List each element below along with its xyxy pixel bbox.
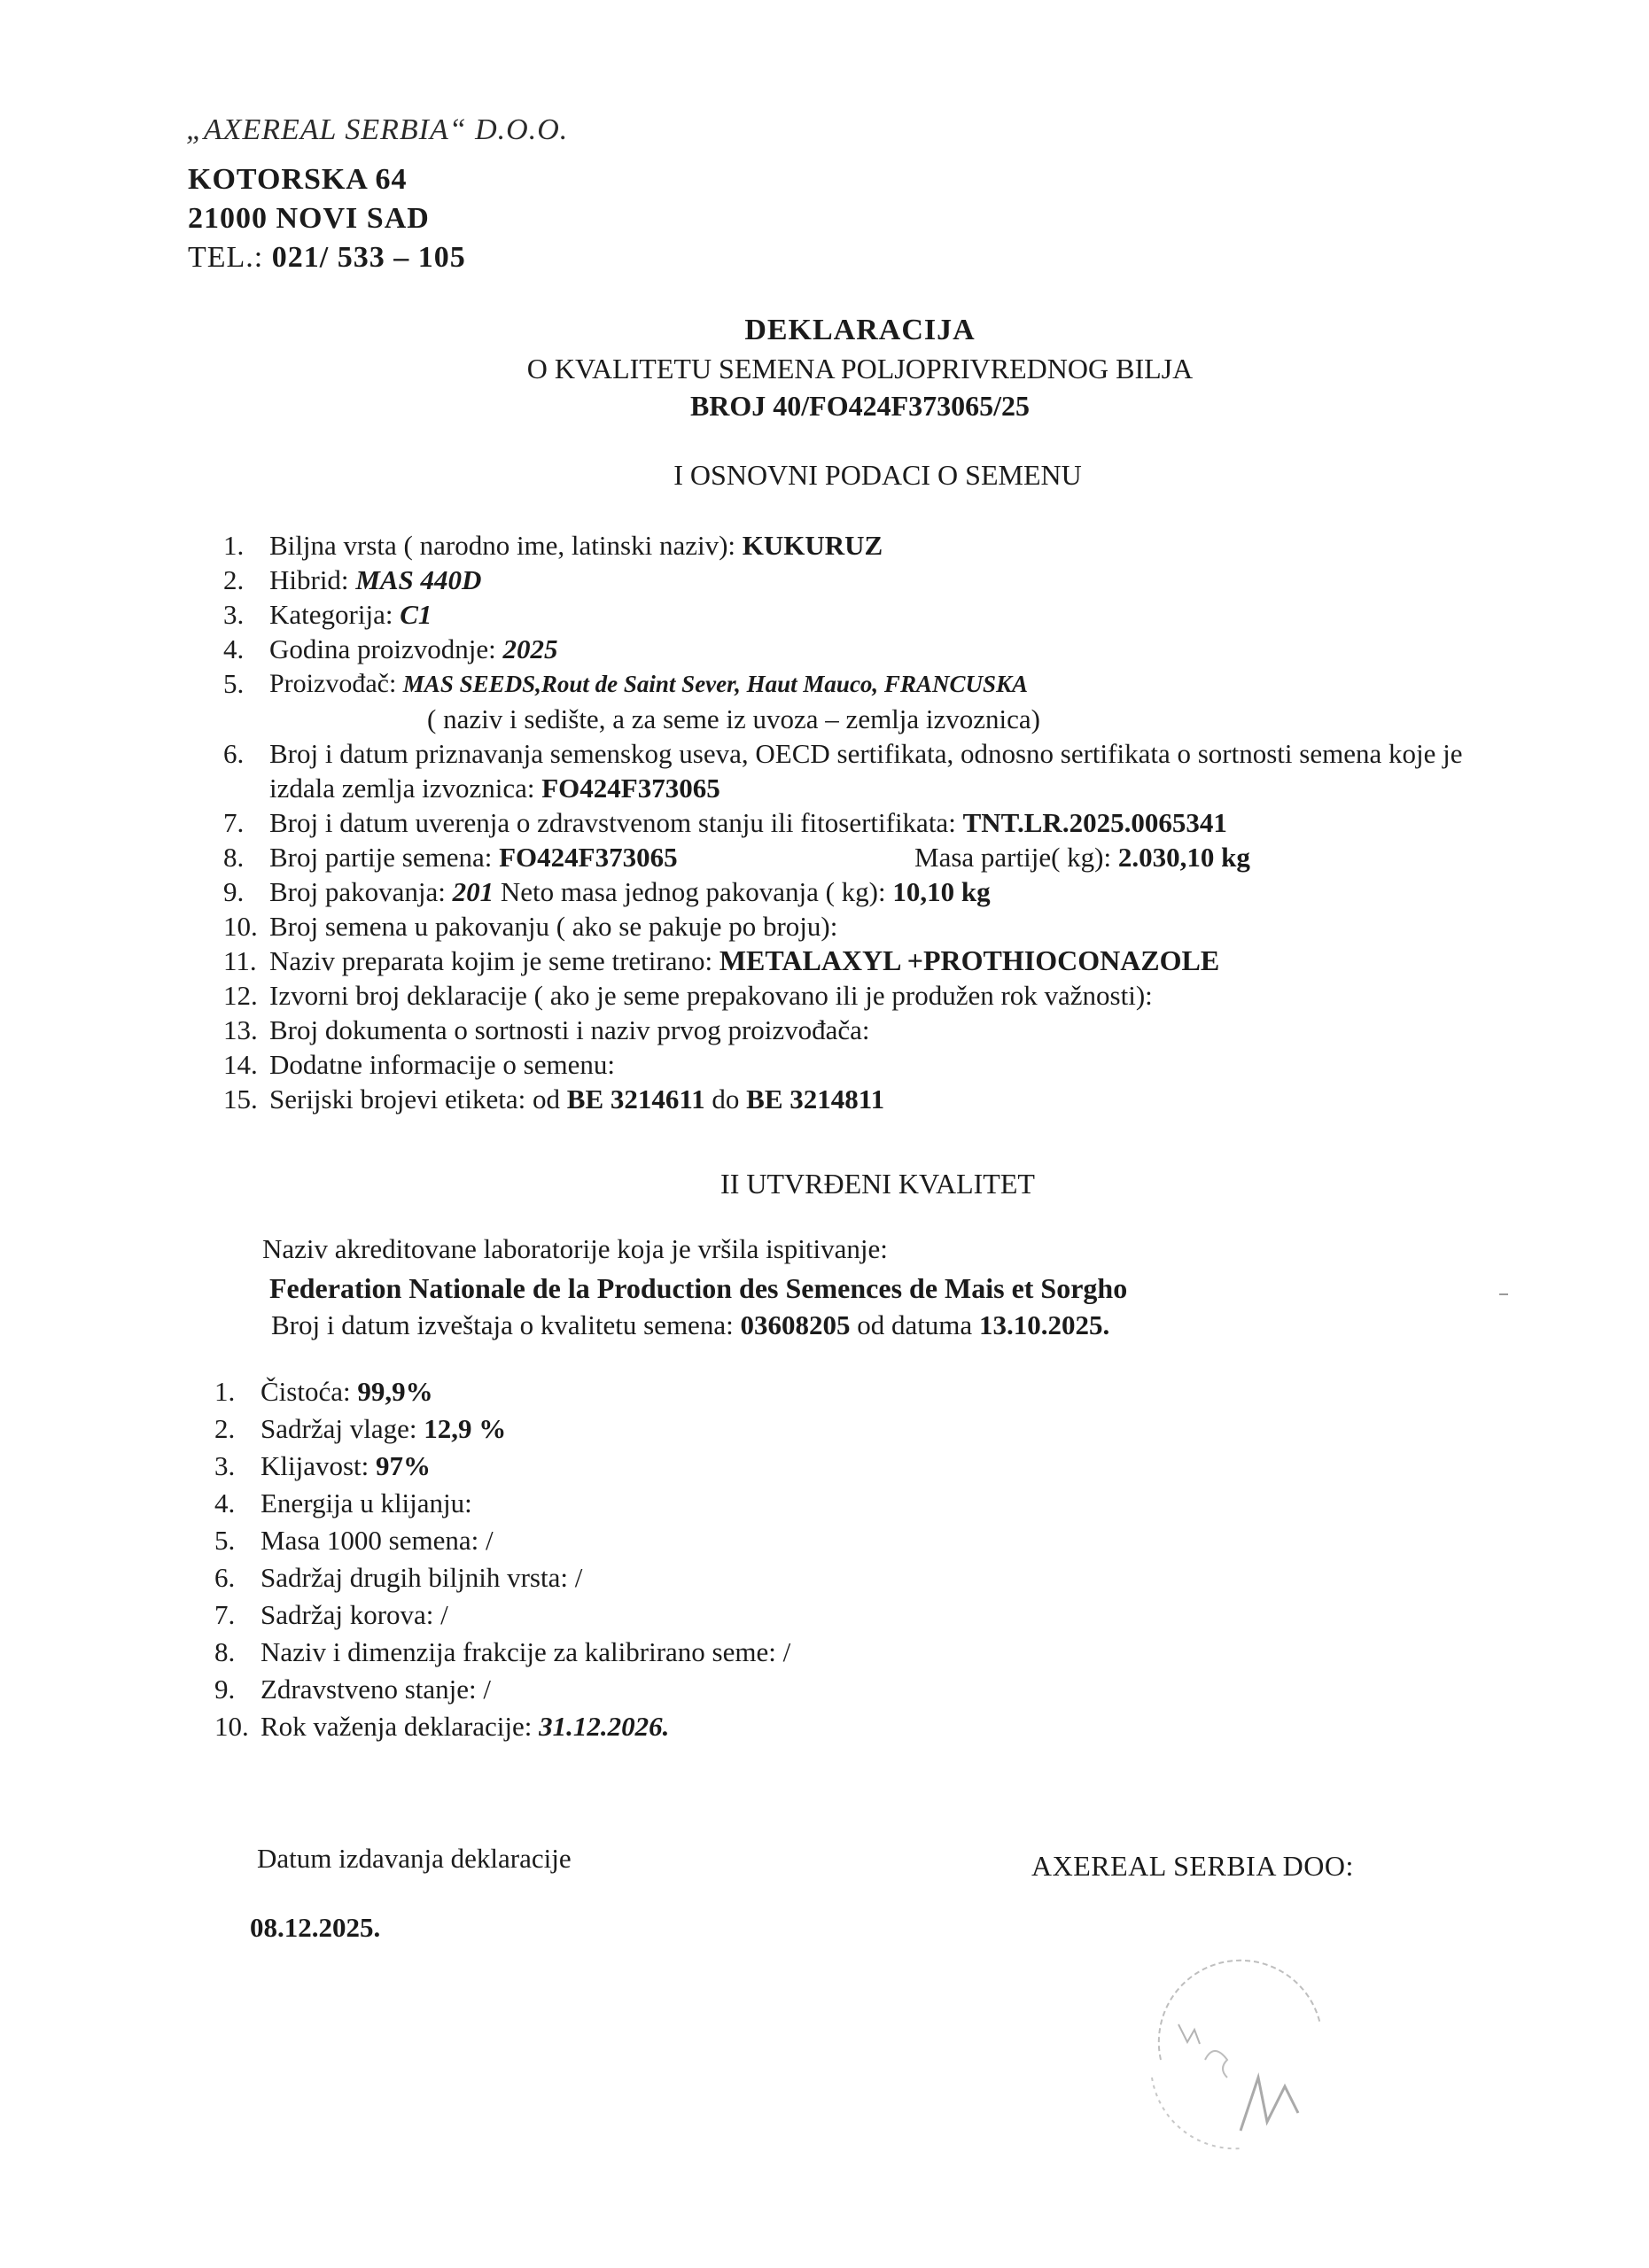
item-number: 11. [223,945,257,976]
signer-company: AXEREAL SERBIA DOO: [1031,1850,1354,1882]
item-value: TNT.LR.2025.0065341 [962,807,1227,838]
list-item [214,1708,1366,1745]
item-label: Proizvođač: [269,669,403,698]
item-number: 10. [214,1711,249,1742]
list-item [214,1522,1366,1559]
list-item [214,1373,1366,1410]
report-date-label: od datuma [850,1309,979,1340]
issue-date-label: Datum izdavanja deklaracije [257,1843,572,1874]
stamp-arc [1159,1961,1320,2060]
item-label: Hibrid: [269,564,356,595]
item-label: Broj dokumenta o sortnosti i naziv prvog proizvođača: [269,1014,870,1045]
laboratory-name: Federation Nationale de la Production des Semences de Mais et Sorgho [269,1272,1128,1304]
item-label: Sadržaj drugih biljnih vrsta: / [261,1562,583,1593]
item-value: METALAXYL +PROTHIOCONAZOLE [719,944,1220,976]
item-number: 3. [214,1450,236,1481]
label-range-separator: do [704,1084,747,1115]
list-item [214,1671,1366,1708]
scan-mark [1499,1293,1508,1295]
report-label: Broj i datum izveštaja o kvalitetu semena: [271,1309,741,1340]
stamp-mark [1178,2024,1200,2044]
item-number: 4. [214,1487,236,1518]
stamp-arc-lower [1152,2078,1241,2148]
telephone-value: 021/ 533 – 105 [271,241,466,274]
item-number: 5. [223,668,245,699]
list-item [223,563,1464,597]
list-item [223,1013,1464,1047]
item-number: 12. [223,980,258,1011]
item-number: 9. [223,876,245,907]
company-name: „AXEREAL SERBIA“ D.O.O. [186,113,569,146]
list-item [223,978,1464,1013]
item-label: Kategorija: [269,599,401,630]
report-number: 03608205 [740,1309,851,1340]
company-city: 21000 NOVI SAD [188,202,430,235]
item-value: KUKURUZ [742,530,883,561]
package-mass-value: 10,10 kg [892,876,991,907]
list-item [223,597,1464,632]
list-item [223,805,1464,840]
item-value: 12,9 % [424,1413,507,1444]
item-number: 10. [223,911,258,942]
item-number: 1. [214,1376,236,1407]
document-title: DEKLARACIJA [744,314,976,346]
list-item [214,1448,1366,1485]
document-number: BROJ 40/FO424F373065/25 [689,390,1031,422]
section-2-list [214,1373,1366,1745]
section-1-heading: I OSNOVNI PODACI O SEMENU [673,459,1082,491]
list-item [214,1559,1366,1596]
list-item [223,840,1464,874]
item-number: 13. [223,1014,258,1045]
item-label: Energija u klijanju: [261,1487,472,1518]
item-number: 3. [223,599,245,630]
item-number: 2. [223,564,245,595]
item-number: 8. [214,1636,236,1667]
list-item [223,909,1464,944]
item-label: Izvorni broj deklaracije ( ako je seme prepakovano ili je produžen rok važnosti): [269,980,1153,1011]
item-number: 7. [223,807,245,838]
laboratory-report [271,1309,1109,1341]
item-label: Broj i datum priznavanja semenskog useva, OECD sertifikata, odnosno sertifikata o sortnosti semena koje je izdala zemlja izvoznica: [269,738,1463,804]
item-number: 1. [223,530,245,561]
item-number: 9. [214,1674,236,1705]
item-number: 6. [223,738,245,769]
item-number: 2. [214,1413,236,1444]
item-label: Klijavost: [261,1450,377,1481]
item-number: 7. [214,1599,236,1630]
section-1-list [223,528,1464,1116]
report-date: 13.10.2025. [978,1309,1110,1340]
list-item [214,1596,1366,1634]
item-value: MAS 440D [355,564,482,595]
item-label: Sadržaj vlage: [261,1413,424,1444]
package-mass-label: Neto masa jednog pakovanja ( kg): [494,876,893,907]
lot-mass-label: Masa partije( kg): [914,842,1118,873]
signature-stroke [1241,2078,1298,2131]
list-item [223,666,1464,702]
item-label: Biljna vrsta ( narodno ime, latinski naziv): [269,530,743,561]
list-item [214,1410,1366,1448]
item-label: Broj i datum uverenja o zdravstvenom stanju ili fitosertifikata: [269,807,963,838]
list-item [223,944,1464,978]
item-label: Čistoća: [261,1376,358,1407]
item-label: Naziv i dimenzija frakcije za kalibrirano seme: / [261,1636,791,1667]
document-subtitle: O KVALITETU SEMENA POLJOPRIVREDNOG BILJA [526,353,1194,384]
item-value: BE 3214611 [566,1084,705,1115]
item-value: 31.12.2026. [539,1711,670,1742]
item-label: Serijski brojevi etiketa: od [269,1084,567,1115]
stamp-mark-2 [1205,2051,1227,2078]
item-label: Rok važenja deklaracije: [261,1711,540,1742]
item-number: 4. [223,633,245,664]
list-item [223,736,1464,805]
item-number: 8. [223,842,245,873]
laboratory-intro: Naziv akreditovane laboratorije koja je vršila ispitivanje: [262,1233,888,1264]
lot-mass-value: 2.030,10 kg [1117,842,1250,873]
item-label: Godina proizvodnje: [269,633,503,664]
company-telephone [188,241,466,275]
item-value: C1 [400,599,432,630]
item-value: 201 [452,876,494,907]
item-label: Broj pakovanja: [269,876,453,907]
item-label: Masa 1000 semena: / [261,1525,494,1556]
item-number: 14. [223,1049,258,1080]
list-item [214,1634,1366,1671]
item-number: 15. [223,1084,258,1115]
list-item [223,1047,1464,1082]
telephone-label: TEL.: [188,241,264,274]
company-stamp [1108,1927,1373,2157]
item-value: 97% [376,1450,432,1481]
section-2-heading: II UTVRĐENI KVALITET [720,1168,1035,1200]
list-item [223,528,1464,563]
item-value: 99,9% [357,1376,433,1407]
item-value: FO424F373065 [499,842,678,873]
producer-note: ( naziv i sedište, a za seme iz uvoza – zemlja izvoznica) [427,703,1041,734]
item-number: 5. [214,1525,236,1556]
list-item [223,874,1464,909]
item-value-end: BE 3214811 [746,1084,885,1115]
list-item [223,632,1464,666]
list-item [214,1485,1366,1522]
list-item [223,1082,1464,1116]
item-label: Sadržaj korova: / [261,1599,448,1630]
company-street: KOTORSKA 64 [188,163,408,196]
issue-date: 08.12.2025. [250,1912,381,1943]
item-label: Zdravstveno stanje: / [261,1674,491,1705]
item-value: 2025 [502,633,558,664]
item-label: Naziv preparata kojim je seme tretirano: [269,945,719,976]
item-number: 6. [214,1562,236,1593]
item-value: MAS SEEDS,Rout de Saint Sever, Haut Mauco, FRANCUSKA [402,671,1029,697]
item-label: Broj semena u pakovanju ( ako se pakuje po broju): [269,911,838,942]
item-value: FO424F373065 [541,773,720,804]
item-label: Dodatne informacije o semenu: [269,1049,615,1080]
item-label: Broj partije semena: [269,842,500,873]
